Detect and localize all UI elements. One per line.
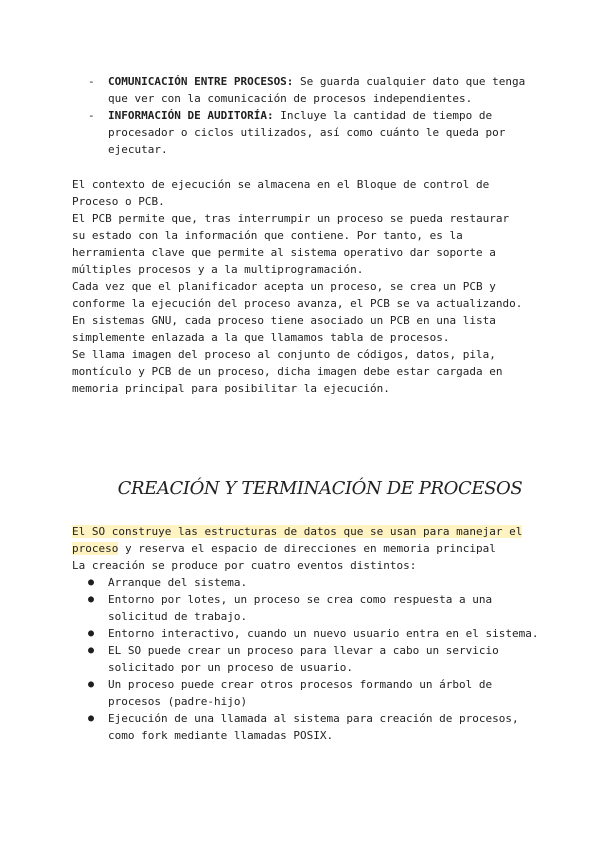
bullet-marker: ● bbox=[88, 594, 95, 605]
bullet-list bbox=[72, 574, 542, 744]
bullet-marker: ● bbox=[88, 679, 95, 690]
intro-paragraph-2: La creación se produce por cuatro eventos distintos: bbox=[72, 559, 417, 572]
creation-section bbox=[72, 523, 542, 744]
paragraph: Se llama imagen del proceso al conjunto de códigos, datos, pila, montículo y PCB de un proceso, dicha imagen debe estar cargada en memoria principal para posibilitar la ejecución. bbox=[72, 348, 503, 395]
bullet-text: Entorno interactivo, cuando un nuevo usuario entra en el sistema. bbox=[108, 627, 539, 640]
list-item bbox=[88, 676, 542, 710]
list-item bbox=[88, 591, 542, 625]
bullet-text: Arranque del sistema. bbox=[108, 576, 248, 589]
bullet-marker: ● bbox=[88, 645, 95, 656]
paragraph: El contexto de ejecución se almacena en el Bloque de control de Proceso o PCB. bbox=[72, 178, 490, 208]
bullet-marker: ● bbox=[88, 628, 95, 639]
intro-paragraph bbox=[72, 523, 542, 557]
dash-list bbox=[88, 73, 528, 158]
section-title: CREACIÓN Y TERMINACIÓN DE PROCESOS bbox=[117, 478, 523, 499]
bullet-text: Ejecución de una llamada al sistema para creación de procesos, como fork mediante llamadas POSIX. bbox=[108, 712, 519, 742]
bullet-text: Un proceso puede crear otros procesos formando un árbol de procesos (padre-hijo) bbox=[108, 678, 493, 708]
list-text: Incluye la cantidad de tiempo de procesador o ciclos utilizados, así como cuánto le queda por ejecutar. bbox=[108, 109, 506, 156]
body-paragraphs bbox=[72, 176, 542, 397]
intro-rest: y reserva el espacio de direcciones en memoria principal bbox=[118, 542, 496, 555]
list-item bbox=[88, 107, 528, 158]
list-item bbox=[88, 574, 542, 591]
paragraph: El PCB permite que, tras interrumpir un proceso se pueda restaurar su estado con la información que contiene. Por tanto, es la herramienta clave que permite al sistema operativo dar soporte a múltiples procesos y a la multiprogramación. bbox=[72, 212, 510, 276]
bullet-marker: ● bbox=[88, 713, 95, 724]
list-text: Se guarda cualquier dato que tenga que ver con la comunicación de procesos independientes. bbox=[108, 75, 526, 105]
paragraph: Cada vez que el planificador acepta un proceso, se crea un PCB y conforme la ejecución del proceso avanza, el PCB se va actualizando. bbox=[72, 280, 523, 310]
list-term: INFORMACIÓN DE AUDITORÍA: bbox=[108, 109, 274, 122]
bullet-text: Entorno por lotes, un proceso se crea como respuesta a una solicitud de trabajo. bbox=[108, 593, 493, 623]
list-item bbox=[88, 710, 542, 744]
list-item bbox=[88, 73, 528, 107]
dash-marker: - bbox=[88, 109, 95, 122]
highlighted-text: El SO construye las estructuras de datos que se usan para manejar el proceso bbox=[72, 525, 523, 555]
list-item bbox=[88, 625, 542, 642]
list-term: COMUNICACIÓN ENTRE PROCESOS: bbox=[108, 75, 294, 88]
paragraph: En sistemas GNU, cada proceso tiene asociado un PCB en una lista simplemente enlazada a la que llamamos tabla de procesos. bbox=[72, 314, 496, 344]
bullet-marker: ● bbox=[88, 577, 95, 588]
dash-marker: - bbox=[88, 75, 95, 88]
list-item bbox=[88, 642, 542, 676]
bullet-text: EL SO puede crear un proceso para llevar a cabo un servicio solicitado por un proceso de usuario. bbox=[108, 644, 499, 674]
